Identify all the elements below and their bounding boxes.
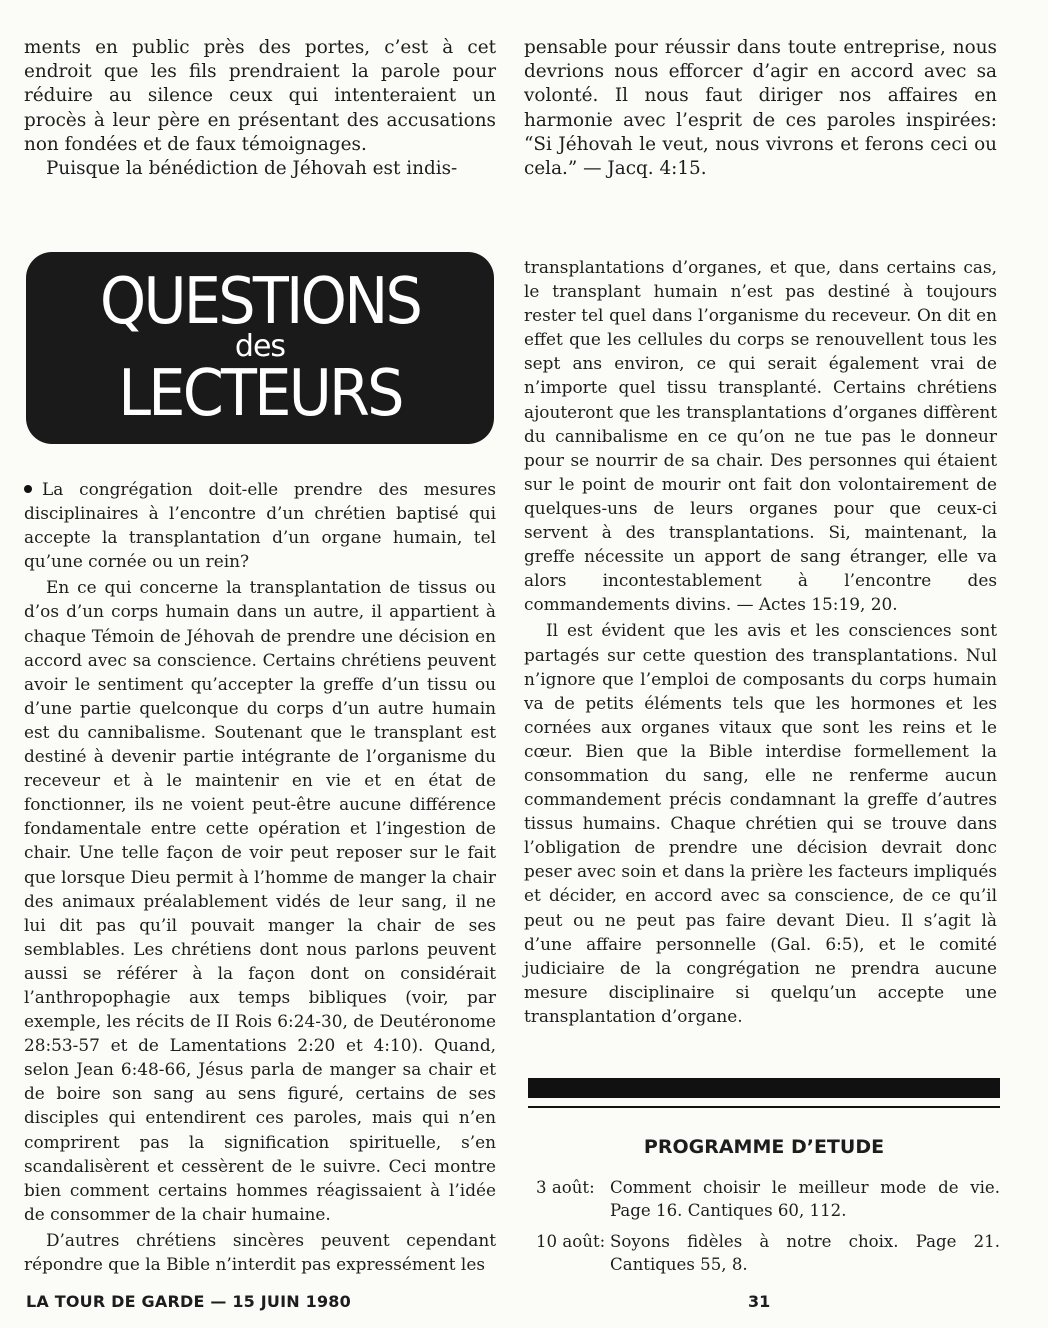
paragraph: ments en public près des portes, c’est à cet endroit que les fils prendraient la parole pour réduire au silence ceux qui intenteraient un procès à leur père en présentant des accusations non fondées et de faux témoignages. xyxy=(24,37,496,155)
question-text: La congrégation doit-elle prendre des mesures disciplinaires à l’encontre d’un chrétien baptisé qui accepte la transplantation d’un organe humain, tel qu’une cornée ou un rein? xyxy=(24,479,496,572)
section-title-banner xyxy=(26,252,494,444)
paragraph: Il est évident que les avis et les consciences sont partagés sur cette question des transplantations. Nul n’ignore que l’emploi de composants du corps humain va de petits éléments tels que les hormones et les cornées aux organes vitaux que sont les reins et le cœur. Bien que la Bible interdise formellement la consommation du sang, elle ne renferme aucun commandement précis condamnant la greffe d’autres tissus humains. Chaque chrétien qui se trouve dans l’obligation de prendre une décision devrait donc peser avec soin et dans la prière les facteurs impliqués et décider, en accord avec sa conscience, de ce qu’il peut ou ne peut pas faire devant Dieu. Il s’agit là d’une affaire personnelle (Gal. 6:5), et le comité judiciaire de la congrégation ne prendra aucune mesure disciplinaire si quelqu’un accepte une transplantation d’organe. xyxy=(524,620,997,1026)
question-paragraph xyxy=(24,477,496,573)
title-line-lecteurs: LECTEURS xyxy=(118,357,402,431)
paragraph: transplantations d’organes, et que, dans certains cas, le transplant humain n’est pas destiné à toujours rester tel quel dans l’organisme du receveur. On dit en effet que les cellules du corps se renouvellent tous les sept ans environ, ce qui serait également vrai de n’importe quel tissu transplanté. Certains chrétiens ajouteront que les transplantations d’organes diffèrent du cannibalisme en ce qu’on ne tue pas le donneur pour se nourrir de sa chair. Des personnes qui étaient sur le point de mourir ont fait don volontairement de quelques-uns de leurs organes pour que ceux-ci servent à des transplantations. Si, maintenant, la greffe nécessite un apport de sang étranger, elle va alors incontestablement à l’encontre des commandements divins. — Actes 15:19, 20. xyxy=(524,257,997,615)
study-date: 10 août: xyxy=(536,1232,606,1251)
paragraph: En ce qui concerne la transplantation de tissus ou d’os d’un corps humain dans un autre, il appartient à chaque Témoin de Jéhovah de prendre une décision en accord avec sa conscience. Certains chrétiens peuvent avoir le sentiment qu’accepter la greffe d’un tissu ou d’une partie quelconque du corps d’un autre humain est du cannibalisme. Soutenant que le transplant est destiné à devenir partie intégrante de l’organisme du receveur et à le maintenir en vie et en état de fonctionner, ils ne voient peut-être aucune différence fondamentale entre cette opération et l’ingestion de chair. Une telle façon de voir peut reposer sur le fait que lorsque Dieu permit à l’homme de manger la chair des animaux préalablement vidés de leur sang, il ne lui dit pas qu’il pouvait manger la chair de ses semblables. Les chrétiens dont nous parlons peuvent aussi se référer à la façon dont on considérait l’anthropophagie aux temps bibliques (voir, par exemple, les récits de II Rois 6:24-30, de Deutéronome 28:53-57 et de Lamentations 2:20 et 4:10). Quand, selon Jean 6:48-66, Jésus parla de manger sa chair et de boire son sang au sens figuré, certains de ses disciples qui entendirent ces paroles, mais qui n’en comprirent pas la signification spirituelle, s’en scandalisèrent et cessèrent de le suivre. Ceci montre bien comment certains hommes réagissaient à l’idée de consommer de la chair humaine. xyxy=(24,577,496,1224)
footer-publication-title: LA TOUR DE GARDE — 15 JUIN 1980 xyxy=(26,1292,351,1311)
study-program-list xyxy=(528,1176,1000,1284)
divider-thick xyxy=(528,1078,1000,1098)
paragraph: pensable pour réussir dans toute entreprise, nous devrions nous efforcer d’agir en accord avec sa volonté. Il nous faut diriger nos affaires en harmonie avec l’esprit de ces paroles inspirées: “Si Jéhovah le veut, nous vivrons et ferons ceci ou cela.” — Jacq. 4:15. xyxy=(524,37,997,180)
study-date: 3 août: xyxy=(536,1178,595,1197)
list-item xyxy=(528,1176,1000,1222)
bullet-icon xyxy=(24,485,32,493)
paragraph: D’autres chrétiens sincères peuvent cependant répondre que la Bible n’interdit pas expressément les xyxy=(24,1229,496,1274)
study-text: Soyons fidèles à notre choix. Page 21. Cantiques 55, 8. xyxy=(610,1232,1000,1274)
divider-thin xyxy=(528,1106,1000,1108)
study-program-title: PROGRAMME D’ETUDE xyxy=(643,1136,885,1158)
title-line-des: des xyxy=(234,329,286,364)
study-text: Comment choisir le meilleur mode de vie. Page 16. Cantiques 60, 112. xyxy=(610,1178,1000,1220)
paragraph: Puisque la bénédiction de Jéhovah est indis- xyxy=(46,158,458,180)
list-item xyxy=(528,1230,1000,1276)
page-number: 31 xyxy=(748,1292,771,1311)
article-left-column xyxy=(24,477,496,1276)
article-right-column xyxy=(524,255,997,1028)
top-right-column xyxy=(524,36,997,181)
top-left-column xyxy=(24,36,496,181)
title-line-questions: QUESTIONS xyxy=(99,265,421,339)
